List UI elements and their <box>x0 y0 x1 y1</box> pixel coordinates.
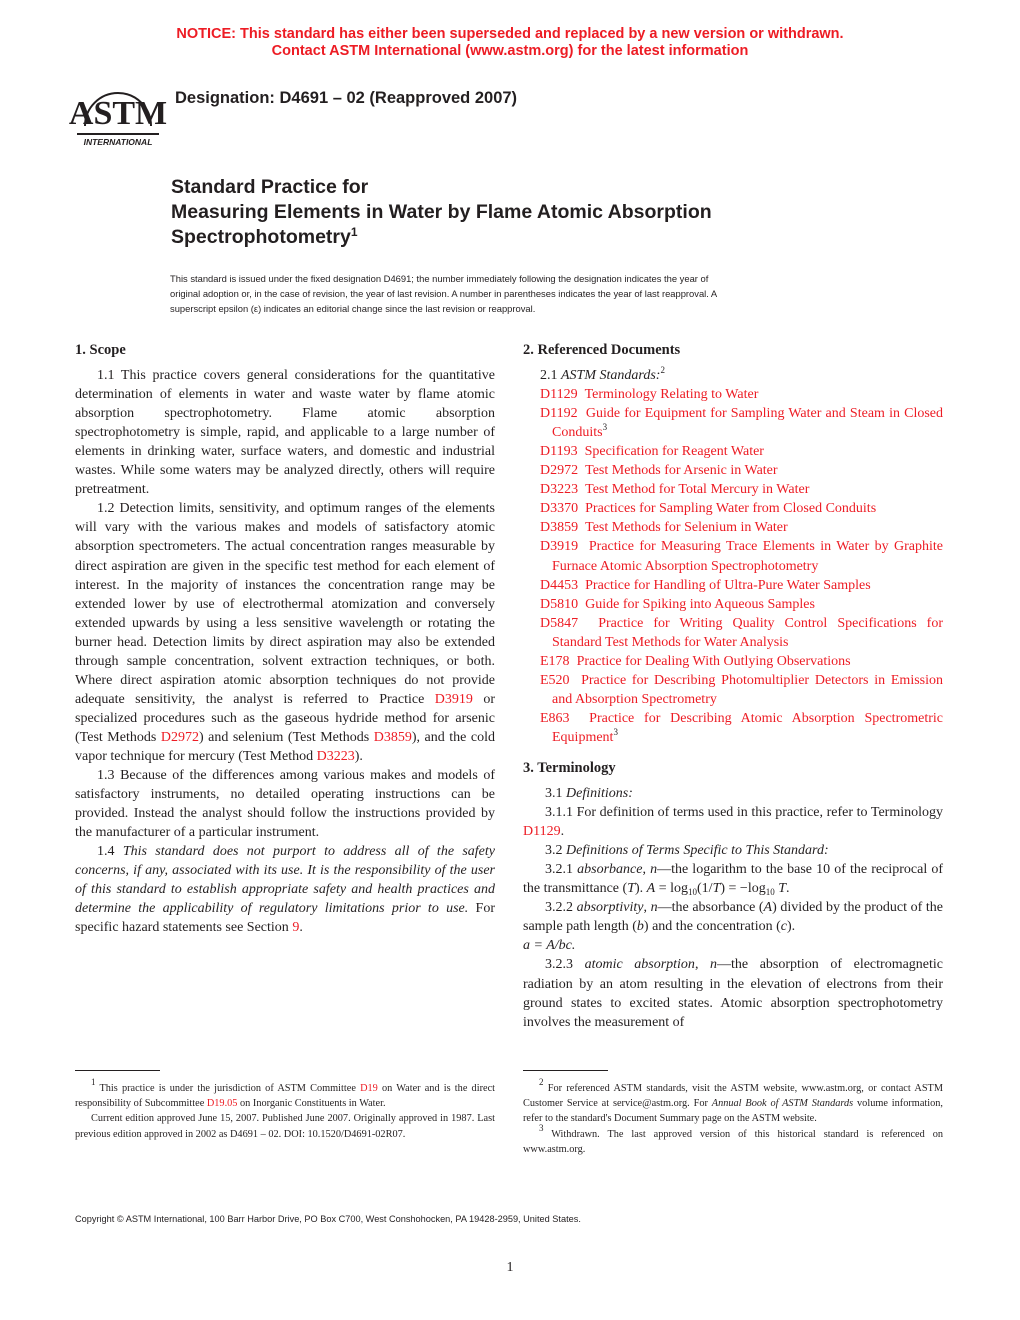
reference-code[interactable]: D5810 <box>540 596 579 612</box>
reference-title[interactable]: Specification for Reagent Water <box>584 444 764 460</box>
section-heading-terminology: 3. Terminology <box>523 759 616 776</box>
logo-subtext: INTERNATIONAL <box>83 137 153 147</box>
copyright: Copyright © ASTM International, 100 Barr Harbor Drive, PO Box C700, West Conshohocken, PA 19428-2959, United States. <box>75 1214 581 1224</box>
reference-code[interactable]: D3859 <box>540 520 579 536</box>
reference-item[interactable] <box>523 404 943 442</box>
reference-item[interactable] <box>523 614 943 652</box>
reference-title[interactable]: Practice for Handling of Ultra-Pure Water Samples <box>585 577 871 593</box>
link-d19[interactable]: D19 <box>360 1083 378 1094</box>
document-title <box>171 175 712 250</box>
para-3-2-2: 3.2.2 absorptivity, n—the absorbance (A) divided by the product of the sample path length (b) and the concentration (c). a = A/bc. <box>523 900 944 954</box>
para-1-3: 1.3 Because of the differences among various makes and models of satisfactory instruments, no detailed operating instructions can be provided. Instead the analyst should follow the instructions provided by the manufacturer of a particular instrument. <box>75 768 495 841</box>
reference-code[interactable]: E520 <box>540 672 570 688</box>
reference-item[interactable] <box>523 709 943 747</box>
link-d1129[interactable]: D1129 <box>523 824 561 840</box>
reference-item[interactable] <box>523 480 943 499</box>
reference-item[interactable] <box>523 671 943 709</box>
reference-code[interactable]: D3919 <box>540 539 579 555</box>
link-section-9[interactable]: 9 <box>292 920 300 936</box>
footnote-1-edition: Current edition approved June 15, 2007. Published June 2007. Originally approved in 1987. Last previous edition approved in 2002 as D4691 – 02. DOI: 10.1520/D4691-02R07. <box>75 1113 495 1140</box>
reference-item[interactable] <box>523 537 943 575</box>
reference-code[interactable]: D1192 <box>540 406 578 422</box>
reference-code[interactable]: D5847 <box>540 615 579 631</box>
para-2-1: 2.1 ASTM Standards:$^2$ <box>540 365 665 384</box>
reference-code[interactable]: D4453 <box>540 577 579 593</box>
reference-title[interactable]: Practice for Dealing With Outlying Observations <box>576 653 851 669</box>
right-column <box>523 337 943 1032</box>
para-1-1: 1.1 This practice covers general considerations for the quantitative determination of elements in water and waste water by flame atomic absorption spectrophotometry. Flame atomic absorption spectrophotometry is simple, rapid, and applicable to a large number of elements in drinking water, surface waters, and domestic and industrial wastes. While some waters may be analyzed directly, others will require pretreatment. <box>75 368 495 498</box>
reference-code[interactable]: D3223 <box>540 482 579 498</box>
title-line-2: Measuring Elements in Water by Flame Atomic Absorption <box>171 201 712 223</box>
reference-title[interactable]: Test Method for Total Mercury in Water <box>585 482 810 498</box>
reference-footnote-ref: 3 <box>613 726 618 737</box>
designation: Designation: D4691 – 02 (Reapproved 2007) <box>175 89 518 107</box>
issued-statement: This standard is issued under the fixed designation D4691; the number immediately following the designation indicates the year of original adoption or, in the case of revision, the year of last revision. A number in parentheses indicates the year of last reapproval. A superscript epsilon (ε) indicates an editorial change since the last revision or reapproval. <box>170 273 718 314</box>
para-1-4: 1.4 This standard does not purport to address all of the safety concerns, if any, associated with its use. It is the responsibility of the user of this standard to establish appropriate safety and health practices and determine the applicability of regulatory limitations prior to use. For specific hazard statements see Section 9. <box>75 844 495 936</box>
reference-item[interactable] <box>523 461 943 480</box>
footnotes-left <box>75 1077 495 1142</box>
para-3-2-1: 3.2.1 absorbance, n—the logarithm to the base 10 of the reciprocal of the transmittance (T). $A = \log_{10}(1/T) = -\log_{10}$ T. <box>523 862 943 898</box>
reference-title[interactable]: Practice for Describing Atomic Absorption Spectrometric Equipment <box>552 710 943 745</box>
reference-code[interactable]: D2972 <box>540 463 579 479</box>
reference-item[interactable] <box>523 595 943 614</box>
link-d2972[interactable]: D2972 <box>160 729 199 745</box>
para-3-2: 3.2 Definitions of Terms Specific to This Standard: <box>545 843 829 859</box>
section-heading-scope: 1. Scope <box>75 342 126 358</box>
footnote-rule-left <box>75 1070 160 1071</box>
logo-text: ASTM <box>68 95 168 132</box>
reference-item[interactable] <box>523 576 943 595</box>
footnote-1: $^1$ This practice is under the jurisdiction of ASTM Committee D19 on Water and is the direct responsibility of Subcommittee D19.05 on Inorganic Constituents in Water. <box>75 1077 495 1110</box>
footnote-2: $^2$ For referenced ASTM standards, visit the ASTM website, www.astm.org, or contact ASTM Customer Service at service@astm.org. For Annual Book of ASTM Standards volume information, refer to the standard's Document Summary page on the ASTM website. <box>523 1077 943 1125</box>
reference-code[interactable]: E178 <box>540 653 570 669</box>
title-line-1: Standard Practice for <box>171 176 369 198</box>
reference-title[interactable]: Practice for Measuring Trace Elements in Water by Graphite Furnace Atomic Absorption Spectrophotometry <box>552 539 944 574</box>
para-3-1-1: 3.1.1 For definition of terms used in this practice, refer to Terminology D1129. <box>523 805 943 840</box>
reference-title[interactable]: Practice for Describing Photomultiplier Detectors in Emission and Absorption Spectrometry <box>552 672 943 707</box>
reference-code[interactable]: E863 <box>540 710 570 726</box>
reference-item[interactable] <box>523 442 943 461</box>
link-d19-05[interactable]: D19.05 <box>206 1098 238 1110</box>
reference-title[interactable]: Practice for Writing Quality Control Specifications for Standard Test Methods for Water Analysis <box>552 615 944 650</box>
footnote-3: $^3$ Withdrawn. The last approved version of this historical standard is referenced on www.astm.org. <box>523 1122 943 1155</box>
title-line-3: Spectrophotometry$^1$ <box>171 225 358 248</box>
section-heading-referenced-documents: 2. Referenced Documents <box>523 342 681 358</box>
reference-title[interactable]: Guide for Equipment for Sampling Water and Steam in Closed Conduits <box>552 406 943 441</box>
reference-footnote-ref: 3 <box>602 422 608 433</box>
para-1-2: 1.2 Detection limits, sensitivity, and optimum ranges of the elements will vary with the various makes and models of satisfactory atomic absorption spectrometers. The actual concentration ranges measurable by direct aspiration are given in the specific test method for each element of interest. In the majority of instances the concentration range may be extended lower by use of electrothermal atomization and conversely extended upwards by using a less sensitive wavelength or rotating the burner head. Detection limits by direct aspiration may also be extended through sample concentration, solvent extraction techniques, or both. Where direct aspiration atomic absorption techniques do not provide adequate sensitivity, the analyst is referred to Practice D3919 or specialized procedures such as the gaseous hydride method for arsenic (Test Methods D2972) and selenium (Test Methods D3859), and the cold vapor technique for mercury (Test Method D3223). <box>75 501 495 764</box>
reference-item[interactable] <box>523 652 943 671</box>
title-footnote-ref: 1 <box>350 225 358 239</box>
astm-logo <box>68 76 168 148</box>
reference-list <box>523 385 943 747</box>
reference-title[interactable]: Guide for Spiking into Aqueous Samples <box>585 596 815 612</box>
reference-code[interactable]: D1129 <box>540 387 578 403</box>
reference-item[interactable] <box>523 499 943 518</box>
reference-item[interactable] <box>523 385 943 404</box>
notice-line-1: NOTICE: This standard has either been superseded and replaced by a new version or withdrawn. <box>176 26 844 42</box>
notice-line-2: Contact ASTM International (www.astm.org) for the latest information <box>271 43 749 59</box>
link-d3859[interactable]: D3859 <box>373 729 412 745</box>
para-3-1: 3.1 Definitions: <box>545 786 633 802</box>
para-3-2-3: 3.2.3 atomic absorption, n—the absorption of electromagnetic radiation by an atom resulting in the elevation of electrons from their ground states to excited states. Atomic absorption spectrophotometry involves the measurement of <box>523 957 944 1030</box>
page-number: 1 <box>506 1260 514 1275</box>
reference-title[interactable]: Test Methods for Arsenic in Water <box>585 463 778 479</box>
reference-code[interactable]: D1193 <box>540 444 578 460</box>
link-d3919[interactable]: D3919 <box>434 691 473 707</box>
reference-title[interactable]: Terminology Relating to Water <box>584 387 759 403</box>
reference-title[interactable]: Practices for Sampling Water from Closed Conduits <box>585 501 877 517</box>
link-d3223[interactable]: D3223 <box>316 748 355 764</box>
left-column <box>75 337 495 937</box>
reference-code[interactable]: D3370 <box>540 501 579 517</box>
notice-banner <box>0 26 1020 60</box>
footnotes-right <box>523 1077 943 1157</box>
footnote-rule-right <box>523 1070 608 1071</box>
reference-title[interactable]: Test Methods for Selenium in Water <box>585 520 788 536</box>
reference-item[interactable] <box>523 518 943 537</box>
